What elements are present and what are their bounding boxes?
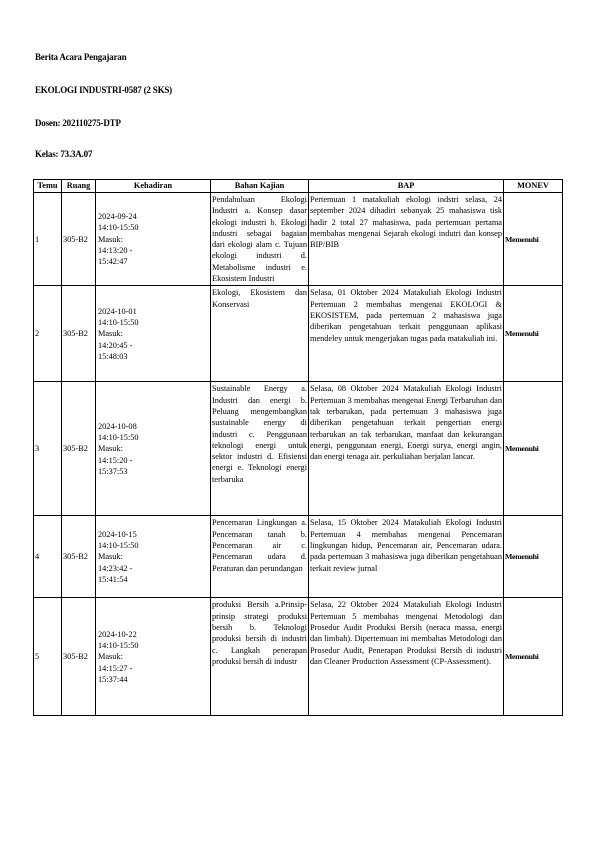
cell-kehadiran bbox=[96, 516, 211, 598]
col-header-bahan-kajian: Bahan Kajian bbox=[211, 180, 309, 193]
kehadiran-date: 2024-10-15 bbox=[98, 529, 137, 539]
document-title: Berita Acara Pengajaran bbox=[35, 52, 127, 62]
ruang-value: 305-B2 bbox=[63, 329, 88, 339]
monev-status: Memenuhi bbox=[505, 234, 539, 244]
kehadiran-in-time: 14:20:45 - bbox=[98, 340, 133, 350]
cell-ruang bbox=[62, 382, 96, 516]
kehadiran-in-time: 14:15:27 - bbox=[98, 663, 133, 673]
cell-bap bbox=[309, 516, 504, 598]
table-row bbox=[34, 598, 563, 716]
kehadiran-out-time: 15:37:44 bbox=[98, 674, 128, 684]
temu-value: 4 bbox=[35, 552, 40, 562]
kehadiran-in-time: 14:15:20 - bbox=[98, 455, 133, 465]
col-header-monev: MONEV bbox=[504, 180, 563, 193]
cell-monev bbox=[504, 193, 563, 286]
bahan-kajian-text: Pendahuluan Ekologi Industri a. Konsep dasar ekologi industri b. Ekologi industri sebagai bagaian dari ekologi alam c. Tujuan ekologi industri d. Metabolisme industri e. Ekosistem Industri bbox=[212, 195, 307, 284]
kehadiran-out-time: 15:37:53 bbox=[98, 466, 128, 476]
cell-temu bbox=[34, 286, 62, 382]
temu-value: 1 bbox=[35, 234, 40, 244]
cell-bap bbox=[309, 382, 504, 516]
kehadiran-schedule: 14:10-15:50 bbox=[98, 540, 139, 550]
kehadiran-date: 2024-10-22 bbox=[98, 629, 137, 639]
table-row bbox=[34, 286, 563, 382]
kehadiran-in-time: 14:23:42 - bbox=[98, 563, 133, 573]
kehadiran-schedule: 14:10-15:50 bbox=[98, 432, 139, 442]
bap-text: Selasa, 22 Oktober 2024 Matakuliah Ekologi Industri Pertemuan 5 membahas mengenai Metodologi dan Prosedur Audit Produksi Bersih (neraca massa, energi dan limbah). Dipertemuan ini membahas Metodologi dan Prosedur Audit, Penerapan Produksi Bersih di industri dan Cleaner Production Assessment (CP-Assessment). bbox=[310, 600, 502, 666]
cell-bahan-kajian bbox=[211, 286, 309, 382]
cell-temu bbox=[34, 382, 62, 516]
kehadiran-label: Masuk: bbox=[98, 444, 123, 454]
bap-text: Selasa, 15 Oktober 2024 Matakuliah Ekologi Industri Pertemuan 4 membahas mengenai Pencemaran lingkungan hidup, Pencemaran air, Pencemaran udara. pada pertemuan 3 mahasiswa juga diberikan pengetahuan terkait review jurnal bbox=[310, 518, 502, 573]
bahan-kajian-text: produksi Bersih a.Prinsip-prinsip strategi produksi bersih b. Teknologi produksi bersih di industri c. Langkah penerapan produksi bersih di industr bbox=[212, 600, 307, 666]
ruang-value: 305-B2 bbox=[63, 234, 88, 244]
cell-ruang bbox=[62, 598, 96, 716]
ruang-value: 305-B2 bbox=[63, 552, 88, 562]
kehadiran-date: 2024-09-24 bbox=[98, 211, 137, 221]
teaching-record-table bbox=[33, 179, 563, 716]
kehadiran-date: 2024-10-08 bbox=[98, 421, 137, 431]
temu-value: 2 bbox=[35, 329, 40, 339]
cell-bap bbox=[309, 193, 504, 286]
kehadiran-out-time: 15:48:03 bbox=[98, 351, 128, 361]
bahan-kajian-text: Sustainable Energy a. Industri dan energi b. Peluang mengembangkan sustainable energy di industri c. Penggunaan teknologi energi untuk sektor industri d. Efisiensi energi e. Teknologi energi terbaruka bbox=[212, 384, 307, 484]
col-header-bap: BAP bbox=[309, 180, 504, 193]
ruang-value: 305-B2 bbox=[63, 652, 88, 662]
cell-ruang bbox=[62, 193, 96, 286]
table-row bbox=[34, 516, 563, 598]
kehadiran-label: Masuk: bbox=[98, 552, 123, 562]
kehadiran-schedule: 14:10-15:50 bbox=[98, 640, 139, 650]
cell-temu bbox=[34, 193, 62, 286]
table-row bbox=[34, 382, 563, 516]
cell-temu bbox=[34, 598, 62, 716]
temu-value: 3 bbox=[35, 444, 40, 454]
course-name: EKOLOGI INDUSTRI-0587 (2 SKS) bbox=[35, 85, 172, 95]
cell-monev bbox=[504, 286, 563, 382]
ruang-value: 305-B2 bbox=[63, 444, 88, 454]
cell-ruang bbox=[62, 286, 96, 382]
cell-monev bbox=[504, 516, 563, 598]
kehadiran-schedule: 14:10-15:50 bbox=[98, 317, 139, 327]
cell-kehadiran bbox=[96, 382, 211, 516]
cell-bahan-kajian bbox=[211, 598, 309, 716]
cell-monev bbox=[504, 382, 563, 516]
col-header-kehadiran: Kehadiran bbox=[96, 180, 211, 193]
col-header-ruang: Ruang bbox=[62, 180, 96, 193]
table-row bbox=[34, 193, 563, 286]
temu-value: 5 bbox=[35, 652, 40, 662]
kehadiran-label: Masuk: bbox=[98, 652, 123, 662]
monev-status: Memenuhi bbox=[505, 329, 539, 339]
kehadiran-label: Masuk: bbox=[98, 329, 123, 339]
cell-temu bbox=[34, 516, 62, 598]
cell-kehadiran bbox=[96, 598, 211, 716]
monev-status: Memenuhi bbox=[505, 652, 539, 662]
kehadiran-date: 2024-10-01 bbox=[98, 306, 137, 316]
kehadiran-out-time: 15:42:47 bbox=[98, 257, 128, 267]
cell-monev bbox=[504, 598, 563, 716]
cell-bahan-kajian bbox=[211, 516, 309, 598]
bahan-kajian-text: Pencemaran Lingkungan a. Pencemaran tanah b. Pencemaran air c. Pencemaran udara d. Peraturan dan perundangan bbox=[212, 518, 307, 573]
kehadiran-out-time: 15:41:54 bbox=[98, 574, 128, 584]
bap-text: Pertemuan 1 matakuliah ekologi indstri selasa, 24 september 2024 dihadiri sebanyak 25 mahasiswa tisk hadir 2 total 27 mahasiswa, pada pertemuan pertama membahas mengenai Sejarah ekologi indutri dan konsep BIP/BIB bbox=[310, 195, 502, 250]
kehadiran-schedule: 14:10-15:50 bbox=[98, 223, 139, 233]
class-code: Kelas: 73.3A.07 bbox=[35, 149, 93, 159]
cell-bahan-kajian bbox=[211, 193, 309, 286]
col-header-temu: Temu bbox=[34, 180, 62, 193]
cell-kehadiran bbox=[96, 193, 211, 286]
monev-status: Memenuhi bbox=[505, 552, 539, 562]
table-header-row bbox=[34, 180, 563, 193]
cell-bap bbox=[309, 286, 504, 382]
bap-text: Selasa, 08 Oktober 2024 Matakuliah Ekologi Industri Pertemuan 3 membahas mengenai Energi Terbaruhan dan tak terbarukan, pada pertemuan 3 mahasiswa juga diberikan pengetahuan terkait pengertian energi terbarukan an tak terbarukan, manfaat dan kekurangan energi, penggunaan energi, Energi surya, energi angin, dan energi tenaga air. perkuliahan berjalan lancar. bbox=[310, 384, 502, 462]
bap-text: Selasa, 01 Oktober 2024 Matakuliah Ekologi Industri Pertemuan 2 membahas mengenai EKOLOGI & EKOSISTEM, pada pertemuan 2 mahasiswa juga diberikan pengetahuan terkait penggunaan aplikasi mendeley untuk mengerjakan tugas pada matakuliah ini. bbox=[310, 288, 502, 343]
kehadiran-label: Masuk: bbox=[98, 234, 123, 244]
lecturer-id: Dosen: 202110275-DTP bbox=[35, 118, 121, 128]
cell-bap bbox=[309, 598, 504, 716]
bahan-kajian-text: Ekologi, Ekosistem dan Konservasi bbox=[212, 288, 307, 309]
kehadiran-in-time: 14:13:20 - bbox=[98, 245, 133, 255]
cell-ruang bbox=[62, 516, 96, 598]
cell-bahan-kajian bbox=[211, 382, 309, 516]
cell-kehadiran bbox=[96, 286, 211, 382]
monev-status: Memenuhi bbox=[505, 444, 539, 454]
